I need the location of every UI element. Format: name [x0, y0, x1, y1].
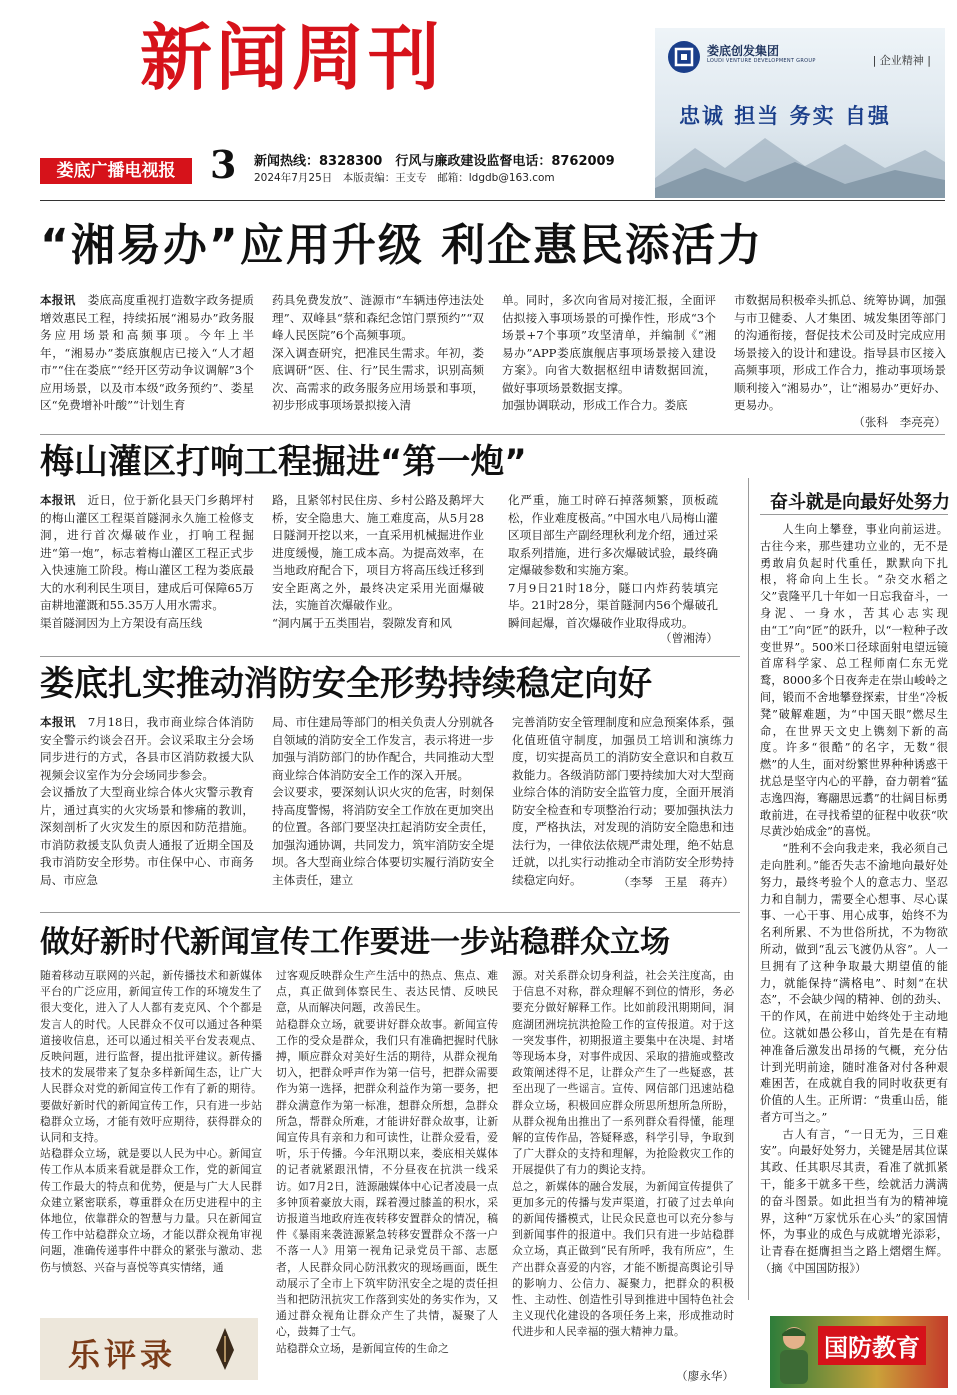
article1-byline: （张科 李亮亮）: [853, 415, 946, 429]
article1-col1: [40, 292, 254, 432]
article4-col2: 过客观反映群众生产生活中的热点、焦点、难点，真正做到体察民生、表达民情、反映民意，从而解决问题，改善民生。 站稳群众立场，就要讲好群众故事。新闻宣传工作的受众是群众，我们只有准确把握时代脉搏，顺应群众对美好生活的期待，从群众视角切入，把群众呼声作为第一信号，把群众需要作为第一选择，把群众利益作为第一要务，把群众满意作为第一标准，想群众所想，急群众所急，帮群众所难，才能讲好群众故事，让新闻宣传具有亲和力和可读性，让群众爱看，爱听，乐于传播。今年汛期以来，娄底相关媒体的记者就紧跟汛情，不分昼夜在抗洪一线采访。如7月2日，涟源融媒体中心记者凌晨一点多钟顶着豪放大雨，踩着漫过膝盖的积水，采访报道当地政府连夜转移安置群众的情况，稿件《暴雨来袭涟源紧急转移安置群众不落一户 不落一人》用第一视角记录党员干部、志愿者，人民群众同心防汛救灾的现场画面，既生动展示了全市上下筑牢防汛安全之堤的责任担当和把防汛抗灾工作落到实处的务实作为，又通过群众视角让群众产生了共情，凝聚了人心，鼓舞了士气。 站稳群众立场，是新闻宣传的生命之: [276, 969, 498, 1355]
article1-col2: 药具免费发放”、涟源市“车辆违停违法处理”、双峰县“蔡和森纪念馆门票预约”“双峰人民医院”6个高频事项。 深入调查研究，把准民生需求。年初，娄底调研“医、住、行”民生需求，识别高频次、高需求的政务服务应用场景和事项，初步形成事项场景拟接入清: [272, 293, 484, 412]
mountain-illustration: [655, 118, 945, 198]
lead-label: 本报讯: [40, 493, 76, 507]
sidebar-body: [760, 522, 948, 1302]
headline-1: “湘易办”应用升级 利企惠民添活力: [40, 220, 764, 271]
fountain-pen-icon: [210, 1326, 240, 1372]
section-divider: [40, 656, 740, 657]
ad-company-name: 娄底创发集团: [707, 44, 780, 58]
article2-byline: （曾湘涛）: [660, 631, 718, 645]
national-defense-banner-text: 国防教育: [818, 1326, 926, 1365]
section-divider: [40, 912, 740, 913]
article4-col1: 随着移动互联网的兴起，新传播技术和新媒体平台的广泛应用，新闻宣传工作的环境发生了很大变化，进入了人人都有麦克风、个个都是发言人的时代。人民群众不仅可以通过各种渠道接收信息，还可以通过相关平台发表观点、反映问题，进行监督，提出批评建议。新传播技术的发展带来了复杂多样新闻生态，让广大人民群众对党的新闻宣传工作有了新的期待。要做好新时代的新闻宣传工作，只有进一步站稳群众立场，才能有效吁应期待，获得群众的认同和支持。 站稳群众立场，就是要以人民为中心。新闻宣传工作从本质来看就是群众工作，党的新闻宣传工作最大的特点和优势，便是与广大人民群众建立紧密联系，尊重群众在历史进程中的主体地位，依靠群众的智慧与力量。只在新闻宣传工作中站稳群众立场，才能以群众视角审视问题，准确传递事件中群众的紧张与激动、悲伤与愤怒、兴奋与喜悦等真实情绪，通: [40, 969, 262, 1274]
sidebar-title-rule: [760, 514, 948, 515]
article3-col3: 完善消防安全管理制度和应急预案体系，强化值班值守制度，加强员工培训和演练力度，切实提高员工的消防安全意识和自救互救能力。各级消防部门要持续加大对大型商业综合体的消防安全监管力度，全面开展消防安全检查和专项整治行动；要加强执法力度，严格执法，对发现的消防安全隐患和违法行为，一律依法依规严肃处理，绝不姑息迁就，以扎实行动推动全市消防安全形势持续稳定向好。: [512, 715, 734, 887]
leping-banner-text: 乐评录: [68, 1336, 177, 1374]
article2-col2: 路，且紧邻村民住房、乡村公路及鹅坪大桥，安全隐患大、施工难度高，从5月28日隧洞开挖以来，一直采用机械掘进作业进度缓慢，施工成本高。为提高效率，在当地政府配合下，项目方将高压线迁移到安全距离之外，最终决定采用光面爆破法，实施首次爆破作业。 “洞内属于五类围岩，裂隙发育和风: [272, 493, 484, 630]
ad-company-english: LOUDI VENTURE DEVELOPMENT GROUP: [707, 58, 816, 64]
article1-col1-text: 娄底高度重视打造数字政务提质增效惠民工程，持续拓展“湘易办”政务服务应用场景和高频事项。今年上半年，“湘易办”娄底旗舰店已接入“人才超市”“住在娄底”“经开区劳动争议调解”3个应用场景，以及市本级“政务预约”、娄星区“免费增补叶酸”“计划生育: [40, 293, 254, 412]
masthead-title: 新闻周刊: [140, 16, 445, 100]
soldier-icon: [774, 1322, 814, 1384]
article2-col1-text: 近日，位于新化县天门乡鹅坪村的梅山灌区工程渠首隧洞永久施工检修支洞，进行首次爆破作业，打响工程掘进“第一炮”，标志着梅山灌区工程正式步入快速施工阶段。梅山灌区工程为娄底最大的水利利民生项目，建成后可保障65万亩耕地灌溉和55.35万人用水需求。 渠首隧洞因为上方架设有高压线: [40, 493, 254, 630]
dateline: 2024年7月25日 本版责编：王支专 邮箱：ldgdb@163.com: [254, 172, 555, 184]
sidebar-paragraph: 古人有言，“一日无为，三日难安”。向最好处努力，关键是居其位谋其政、任其职尽其责，看准了就抓紧干，能多干就多干些，绘就活力满满的奋斗图景。如此担当有为的精神境界，这种“万家忧乐在心头”的家国情怀，为事业的成色与成就增光添彩，让青春在挺膺担当之路上熠熠生辉。（摘《中国国防报》）: [760, 1127, 948, 1276]
sidebar-title: 奋斗就是向最好处努力: [770, 492, 950, 513]
company-logo-icon: [667, 40, 701, 74]
article4-col3: 源。对关系群众切身利益，社会关注度高，由于信息不对称，群众理解不到位的情形，务必要充分做好解释工作。比如前段汛期期间，洞庭湖团洲垸抗洪抢险工作的宣传报道。对于这一突发事件，初期报道主要集中在决堤、封堵等现场本身，对事件成因、采取的措施或整改政策阐述得不足，让群众产生了一些疑惑，甚至出现了一些谣言。宣传、网信部门迅速站稳群众立场，积极回应群众所思所想所急所盼，从群众视角出推出了一系列群众看得懂，能理解的宣传作品，答疑释惑，科学引导，争取到了广大群众的支持和理解，为抢险救灾工作的开展提供了有力的舆论支持。 总之，新媒体的融合发展，为新闻宣传提供了更加多元的传播与发声渠道，打破了过去单向的新闻传播模式，让民众民意也可以充分参与到新闻事件的报道中。我们只有进一步站稳群众立场，真正做到“民有所呼，我有所应”，生产出群众喜爱的内容，才能不断提高舆论引导的影响力、公信力、凝聚力，把群众的积极性、主动性、创造性引导到推进中国特色社会主义现代化建设的各项任务上来，形成推动时代进步和人民幸福的强大精神力量。: [512, 969, 734, 1339]
article1-col3: 单。同时，多次向省局对接汇报，全面评估拟接入事项场景的可操作性，形成“3个场景+7个事项”攻坚清单，并编制《“湘易办”APP娄底旗舰店事项场景接入建设方案》。向省大数据枢纽申请数据回流，做好事项场景数据支撑。 加强协调联动，形成工作合力。娄底: [502, 293, 716, 412]
masthead-divider: [40, 200, 945, 201]
article1-col4: 市数据局积极牵头抓总、统筹协调，加强与市卫健委、人才集团、城发集团等部门的沟通衔接，督促技术公司及时完成应用场景接入的设计和建设。指导县市区接入高频事项，形成工作合力，推动事项场景顺利接入“湘易办”，让“湘易办”更好办、更易办。: [734, 293, 946, 412]
sidebar-paragraph: “胜利不会向我走来，我必须自己走向胜利。”能否失志不渝地向最好处努力，最终考验个人的意志力、坚忍力和自制力，需要全心想事、尽心谋事、一心干事、用心成事，始终不为名利所累、不为世俗所扰，不为物欲所动，做到“乱云飞渡仍从容”。人一旦拥有了这种争取最大期望值的能力，就能保持“满格电”、时刻“在状态”，不会缺少闯的精神、创的劲头、干的作风，在前进中始终处于主动地位。这就如愚公移山，首先是在有精神准备后激发出昂扬的气概，充分估计到光明前途，随时准备对付各种艰难困苦，在成就自我的同时收获更有价值的人生。正所谓：“贵重山岳，能者方可当之。”: [760, 842, 948, 1124]
headline-3: 娄底扎实推动消防安全形势持续稳定向好: [40, 664, 652, 704]
sidebar-divider: [748, 478, 749, 1300]
article2-col1: [40, 492, 254, 652]
station-tag: 娄底广播电视报: [40, 158, 192, 184]
section-divider: [40, 434, 945, 435]
lead-label: 本报讯: [40, 293, 76, 307]
article3-col1-text: 7月18日，我市商业综合体消防安全警示约谈会召开。会议采取主分会场同步进行的方式，各县市区消防救援大队视频会议室作为分会场同步参会。 会议播放了大型商业综合体火灾警示教育片，通过真实的火灾场景和惨痛的教训，深刻剖析了火灾发生的原因和防范措施。市消防救援支队负责人通报了近期全国及我市消防安全形势。市住保中心、市商务局、市应急: [40, 715, 254, 887]
ad-spirit-label: | 企业精神 |: [872, 54, 931, 67]
hotline: 新闻热线：8328300 行风与廉政建设监督电话：8762009: [254, 154, 615, 169]
article4-byline: （廖永华）: [676, 1369, 734, 1383]
lead-label: 本报讯: [40, 715, 76, 729]
article3-col2: 局、市住建局等部门的相关负责人分别就各自领域的消防安全工作发言，表示将进一步加强与消防部门的协作配合，共同推动大型商业综合体消防安全工作的深入开展。 会议要求，要深刻认识火灾的危害，时刻保持高度警惕，将消防安全工作放在更加突出的位置。各部门要坚决扛起消防安全责任，加强沟通协调，共同发力，筑牢消防安全堤坝。各大型商业综合体要切实履行消防安全主体责任，建立: [272, 715, 494, 887]
article3-byline: （李琴 王星 蒋卉）: [618, 875, 734, 889]
sidebar-paragraph: 人生向上攀登，事业向前运进。古往今来，那些建功立业的，无不是勇敢肩负起时代重任，默默向下扎根，将命向上生长。“杂交水稻之父”袁隆平几十年如一日忘我奋斗，一身泥、一身水，苦其心志实现由“工”向“匠”的跃升，以“一粒种子改变世界”。500米口径球面射电望远镜首席科学家、总工程师南仁东无党鹜，8000多个日夜奔走在崇山峻岭之间，锻而不舍地攀登探索，甘坐“冷板凳”破解难题，为“中国天眼”燃尽生命，在世界天文史上镌刻下新的高度。许多“很酷”的名字，无数“很燃”的人生，面对纷繁世界种种诱惑干扰总是坚守内心的平静，奋力朝着“猛志逸四海，骞翮思远翥”的壮阔目标勇敢前进，在寻找希望的征程中收获“吹尽黄沙始成金”的喜悦。: [760, 523, 948, 839]
article2-col3: 化严重，施工时碎石掉落频繁，顶板疏松，作业难度极高。”中国水电八局梅山灌区项目部生产副经理秋利龙介绍，通过采取系列措施，进行多次爆破试验，最终确定爆破参数和实施方案。 7月9日21时18分，隧口内炸药装填完毕。21时28分，渠首隧洞内56个爆破孔瞬间起爆，首次爆破作业取得成功。: [508, 493, 718, 630]
ad-slogan: 忠诚 担当 务实 自强: [679, 104, 891, 128]
headline-2: 梅山灌区打响工程掘进“第一炮”: [40, 442, 527, 482]
article3-col1: [40, 714, 254, 892]
company-ad: [655, 28, 945, 198]
leping-banner: [40, 1318, 258, 1380]
national-defense-banner: [770, 1316, 948, 1388]
page-number: 3: [210, 142, 237, 187]
headline-4: 做好新时代新闻宣传工作要进一步站稳群众立场: [40, 925, 670, 960]
